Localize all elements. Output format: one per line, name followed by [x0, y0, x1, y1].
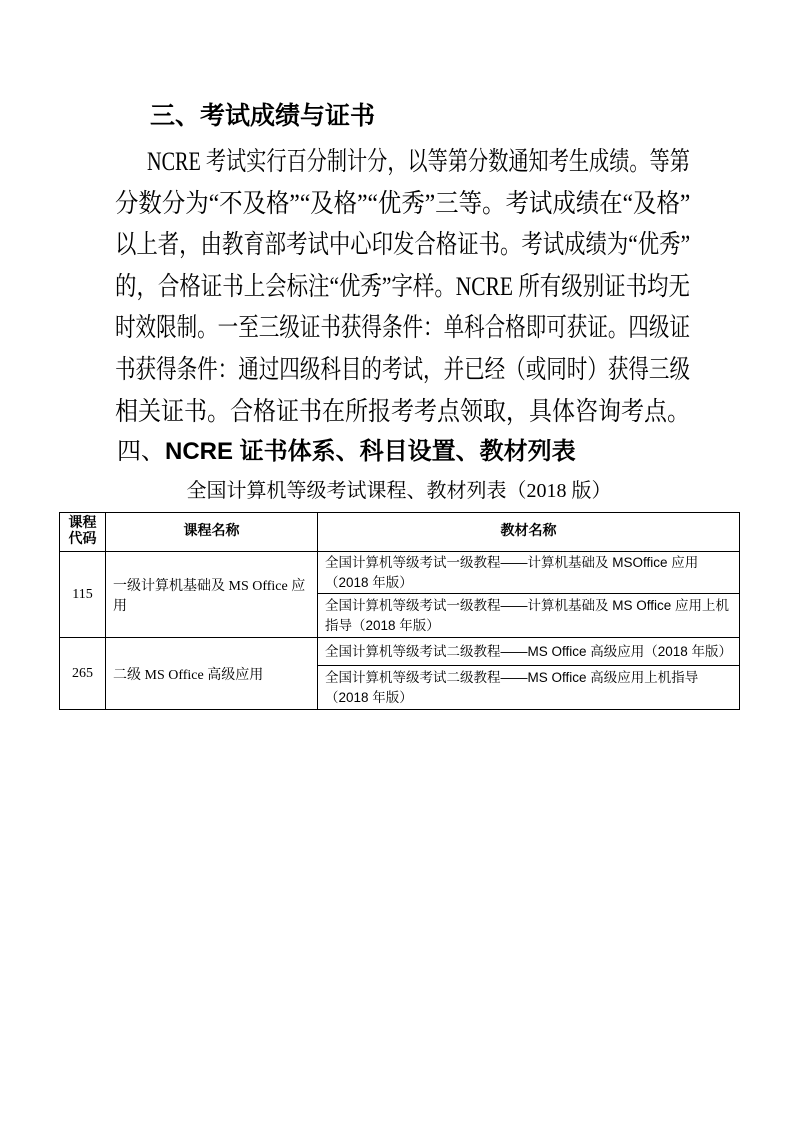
section4-heading-latin: NCRE [165, 438, 240, 465]
course-code-cell: 265 [60, 638, 106, 710]
paragraph-line-text: 的，合格证书上会标注“优秀”字样。NCRE 所有级别证书均无 [115, 271, 690, 301]
col-header-course-code: 课程代码 [60, 513, 106, 552]
textbook-cell: 全国计算机等级考试一级教程——计算机基础及 MS Office 应用上机指导（2018 年版） [318, 594, 740, 638]
textbook-cell: 全国计算机等级考试二级教程——MS Office 高级应用（2018 年版） [318, 638, 740, 666]
course-name-cell: 一级计算机基础及 MS Office 应用 [106, 552, 318, 638]
paragraph-line-text: NCRE 考试实行百分制计分，以等第分数通知考生成绩。等第 [147, 147, 690, 176]
textbook-cell: 全国计算机等级考试一级教程——计算机基础及 MSOffice 应用（2018 年版） [318, 552, 740, 594]
paragraph-line-text: 分数分为“不及格”“及格”“优秀”三等。考试成绩在“及格” [115, 188, 691, 218]
col-header-textbook-name: 教材名称 [318, 513, 740, 552]
paragraph-line [115, 307, 690, 349]
section3-paragraph [115, 141, 690, 432]
paragraph-line [115, 349, 690, 391]
col-header-course-name: 课程名称 [106, 513, 318, 552]
paragraph-line [115, 266, 690, 308]
course-name-cell: 二级 MS Office 高级应用 [106, 638, 318, 710]
paragraph-line [115, 141, 690, 183]
paragraph-line-text: 书获得条件：通过四级科目的考试，并已经（或同时）获得三级 [115, 354, 691, 384]
table-title: 全国计算机等级考试课程、教材列表（2018 版） [186, 480, 612, 502]
table-header-row [60, 513, 740, 552]
course-code-cell: 115 [60, 552, 106, 638]
paragraph-line [115, 224, 690, 266]
paragraph-line-text: 相关证书。合格证书在所报考考点领取，具体咨询考点。 [115, 396, 691, 426]
section3-heading: 三、考试成绩与证书 [150, 102, 376, 130]
paragraph-line [115, 391, 690, 433]
table-row [60, 552, 740, 594]
paragraph-line [115, 183, 690, 225]
section4-heading-number: 四、 [117, 439, 165, 465]
section4-heading-text: 证书体系、科目设置、教材列表 [239, 438, 576, 465]
textbook-cell: 全国计算机等级考试二级教程——MS Office 高级应用上机指导（2018 年版） [318, 666, 740, 710]
paragraph-line-text: 以上者，由教育部考试中心印发合格证书。考试成绩为“优秀” [115, 230, 691, 260]
section4-heading [117, 438, 576, 466]
course-textbook-table [59, 512, 740, 710]
paragraph-line-text: 时效限制。一至三级证书获得条件：单科合格即可获证。四级证 [115, 313, 691, 343]
table-row [60, 638, 740, 666]
